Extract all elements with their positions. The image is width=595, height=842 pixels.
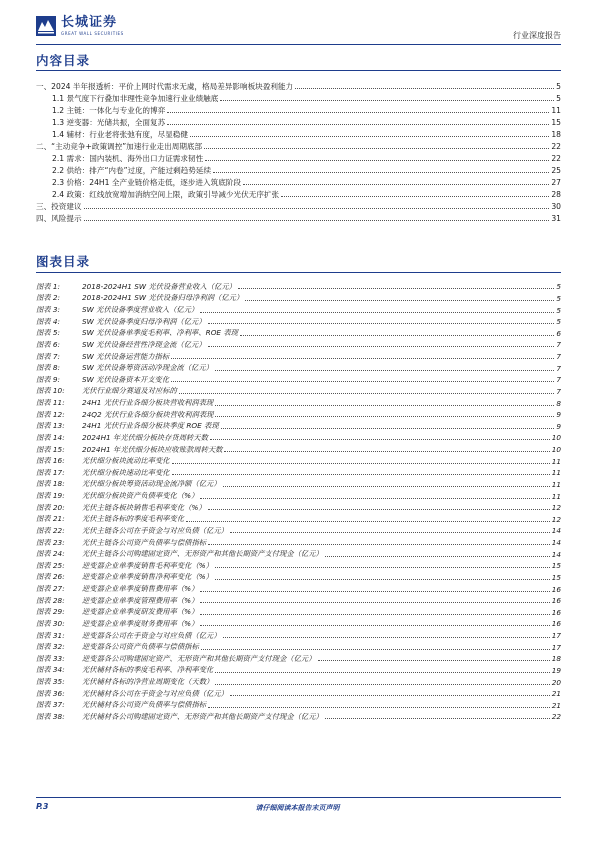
toc-entry[interactable] bbox=[36, 80, 561, 92]
figure-page: 16 bbox=[551, 596, 561, 606]
toc-entry-title: 1.3 逆变器：光储共振，全面复苏 bbox=[52, 117, 166, 127]
dot-leader bbox=[245, 300, 554, 301]
figure-title: 光伏辅材各标的净营业周期变化（天数） bbox=[82, 677, 214, 687]
figure-entry[interactable] bbox=[36, 479, 561, 491]
dot-leader bbox=[200, 591, 549, 592]
figure-number: 图表 14: bbox=[36, 432, 65, 442]
figure-page: 8 bbox=[556, 398, 561, 408]
dot-leader bbox=[238, 288, 554, 289]
dot-leader bbox=[213, 172, 549, 173]
figure-title: SW 光伏设备季度归母净利润（亿元） bbox=[82, 316, 206, 326]
figure-title: SW 光伏设备资本开支变化 bbox=[82, 374, 170, 384]
dot-leader bbox=[208, 346, 555, 347]
figure-number: 图表 20: bbox=[36, 502, 65, 512]
figure-page: 16 bbox=[551, 619, 561, 629]
figure-number: 图表 17: bbox=[36, 467, 65, 477]
figure-number: 图表 25: bbox=[36, 560, 65, 570]
figure-page: 16 bbox=[551, 607, 561, 617]
figure-title: 逆变器各公司在手资金与对应负债（亿元） bbox=[82, 630, 221, 640]
figure-page: 14 bbox=[551, 526, 561, 536]
toc-entry-title: 2.3 价格：24H1 全产业链价格走低，逐步进入筑底阶段 bbox=[52, 177, 241, 187]
figure-page: 9 bbox=[556, 410, 561, 420]
toc-entry[interactable] bbox=[36, 128, 561, 140]
figure-number: 图表 36: bbox=[36, 688, 65, 698]
figure-number: 图表 31: bbox=[36, 630, 65, 640]
figure-number: 图表 3: bbox=[36, 305, 61, 315]
figure-entry[interactable] bbox=[36, 653, 561, 665]
figure-title: 光伏辅材各公司资产负债率与偿债指标 bbox=[82, 700, 207, 710]
figure-page: 15 bbox=[551, 561, 561, 571]
toc-entry[interactable] bbox=[36, 140, 561, 152]
figure-title: 光伏辅材各标的季度毛利率、净利率变化 bbox=[82, 665, 214, 675]
toc-entry[interactable] bbox=[36, 212, 561, 224]
toc-entry-page: 25 bbox=[551, 165, 561, 175]
figure-page: 7 bbox=[556, 375, 561, 385]
toc-entry[interactable] bbox=[36, 92, 561, 104]
figure-entry[interactable] bbox=[36, 525, 561, 537]
dot-leader bbox=[281, 196, 549, 197]
dot-leader bbox=[318, 660, 550, 661]
toc-entry-title: 三、投资建议 bbox=[36, 201, 82, 211]
figure-entry[interactable] bbox=[36, 432, 561, 444]
dot-leader bbox=[215, 684, 549, 685]
figure-title: 逆变器企业单季度销售净利率变化（%） bbox=[82, 572, 213, 582]
figure-page: 10 bbox=[551, 433, 561, 443]
dot-leader bbox=[220, 100, 554, 101]
figure-title: 逆变器各公司资产负债率与偿债指标 bbox=[82, 642, 199, 652]
figure-page: 5 bbox=[556, 282, 561, 292]
dot-leader bbox=[325, 556, 550, 557]
dot-leader bbox=[224, 451, 549, 452]
figure-entry[interactable] bbox=[36, 595, 561, 607]
figure-page: 9 bbox=[556, 421, 561, 431]
toc-entry-title: 1.4 辅材：行业老将张弛有度，尽显稳健 bbox=[52, 129, 188, 139]
figure-entry[interactable] bbox=[36, 339, 561, 351]
figure-entry[interactable] bbox=[36, 711, 561, 723]
figure-page: 7 bbox=[556, 363, 561, 373]
figure-number: 图表 9: bbox=[36, 374, 61, 384]
figure-title: 光伏细分板块速动比率变化 bbox=[82, 467, 170, 477]
dot-leader bbox=[190, 136, 549, 137]
figure-entry[interactable] bbox=[36, 455, 561, 467]
figure-entry[interactable] bbox=[36, 362, 561, 374]
toc-entry-title: 2.1 需求：国内装机、海外出口力证需求韧性 bbox=[52, 153, 204, 163]
toc-entry[interactable] bbox=[36, 116, 561, 128]
figure-title: SW 光伏设备经营性净现金流（亿元） bbox=[82, 339, 206, 349]
figure-number: 图表 11: bbox=[36, 398, 65, 408]
figure-page: 5 bbox=[556, 317, 561, 327]
dot-leader bbox=[200, 602, 549, 603]
report-type-label: 行业深度报告 bbox=[513, 31, 561, 40]
figure-entry[interactable] bbox=[36, 444, 561, 456]
figure-page: 21 bbox=[551, 700, 561, 710]
figure-title: 逆变器企业单季度财务费用率（%） bbox=[82, 618, 199, 628]
figure-number: 图表 30: bbox=[36, 618, 65, 628]
figures-section-divider bbox=[36, 272, 561, 273]
figure-number: 图表 10: bbox=[36, 386, 65, 396]
dot-leader bbox=[215, 416, 554, 417]
figure-title: 24Q2 光伏行业各细分板块营收利润表现 bbox=[82, 409, 214, 419]
figure-entry[interactable] bbox=[36, 572, 561, 584]
figure-page: 21 bbox=[551, 689, 561, 699]
figures-section-title: 图表目录 bbox=[36, 254, 91, 269]
figure-title: 光伏辅材各公司购建固定资产、无形资产和其他长期资产支付现金（亿元） bbox=[82, 711, 323, 721]
figure-number: 图表 38: bbox=[36, 711, 65, 721]
toc-entry-page: 27 bbox=[551, 177, 561, 187]
dot-leader bbox=[179, 393, 554, 394]
figure-number: 图表 32: bbox=[36, 642, 65, 652]
figure-title: 光伏辅材各公司在手资金与对应负债（亿元） bbox=[82, 688, 228, 698]
dot-leader bbox=[215, 567, 550, 568]
figure-title: 2024H1 年光伏细分板块应收账款周转天数 bbox=[82, 444, 223, 454]
dot-leader bbox=[208, 509, 550, 510]
dot-leader bbox=[210, 439, 550, 440]
figure-title: 光伏主链各公司资产负债率与偿债指标 bbox=[82, 537, 207, 547]
dot-leader bbox=[208, 707, 550, 708]
figure-title: 2018-2024H1 SW 光伏设备归母净利润（亿元） bbox=[82, 293, 244, 303]
dot-leader bbox=[200, 625, 549, 626]
figure-title: SW 光伏设备单季度毛利率、净利率、ROE 表现 bbox=[82, 328, 238, 338]
toc-section-divider bbox=[36, 70, 561, 71]
figure-page: 12 bbox=[551, 503, 561, 513]
figure-title: 2018-2024H1 SW 光伏设备营业收入（亿元） bbox=[82, 281, 236, 291]
figure-number: 图表 2: bbox=[36, 293, 61, 303]
toc-entry-page: 11 bbox=[551, 105, 561, 115]
toc-entry-page: 28 bbox=[551, 189, 561, 199]
figure-entry[interactable] bbox=[36, 467, 561, 479]
dot-leader bbox=[204, 148, 549, 149]
figure-entry[interactable] bbox=[36, 351, 561, 363]
figure-number: 图表 6: bbox=[36, 339, 61, 349]
disclaimer-note: 请仔细阅读本报告末页声明 bbox=[255, 804, 340, 812]
figure-title: 光伏主链各板块销售毛利率变化（%） bbox=[82, 502, 206, 512]
figure-page: 17 bbox=[551, 642, 561, 652]
dot-leader bbox=[223, 486, 550, 487]
toc-entry[interactable] bbox=[36, 200, 561, 212]
figure-title: 光伏主链各公司在手资金与对应负债（亿元） bbox=[82, 525, 228, 535]
figure-entry[interactable] bbox=[36, 688, 561, 700]
figure-title: SW 光伏设备季度营业收入（亿元） bbox=[82, 305, 199, 315]
figure-title: 24H1 光伏行业各细分板块季度 ROE 表现 bbox=[82, 421, 219, 431]
dot-leader bbox=[167, 112, 549, 113]
figure-page: 15 bbox=[551, 572, 561, 582]
dot-leader bbox=[243, 184, 549, 185]
figure-number: 图表 35: bbox=[36, 677, 65, 687]
figure-number: 图表 19: bbox=[36, 491, 65, 501]
header-divider bbox=[36, 44, 561, 45]
toc-entry-title: 2.2 供给：排产“内卷”过度，产能过剩趋势延续 bbox=[52, 165, 212, 175]
toc-entry-page: 5 bbox=[556, 81, 561, 91]
figure-number: 图表 8: bbox=[36, 363, 61, 373]
logo-english-name: GREAT WALL SECURITIES bbox=[61, 31, 124, 36]
dot-leader bbox=[230, 695, 550, 696]
figure-entry[interactable] bbox=[36, 328, 561, 340]
dot-leader bbox=[325, 718, 550, 719]
figure-entry[interactable] bbox=[36, 316, 561, 328]
figure-entry[interactable] bbox=[36, 560, 561, 572]
figure-page: 20 bbox=[551, 677, 561, 687]
figure-entry[interactable] bbox=[36, 374, 561, 386]
figure-entry[interactable] bbox=[36, 537, 561, 549]
figure-entry[interactable] bbox=[36, 700, 561, 712]
figure-page: 14 bbox=[551, 549, 561, 559]
figure-number: 图表 1: bbox=[36, 281, 61, 291]
toc-entry-title: 二、“主动竞争+政策调控”加速行业走出周期底部 bbox=[36, 141, 203, 151]
figure-entry[interactable] bbox=[36, 676, 561, 688]
figure-title: 逆变器企业单季度销售毛利率变化（%） bbox=[82, 560, 213, 570]
dot-leader bbox=[200, 312, 554, 313]
figure-number: 图表 5: bbox=[36, 328, 61, 338]
figure-page: 11 bbox=[551, 491, 561, 501]
dot-leader bbox=[172, 463, 550, 464]
figure-entry[interactable] bbox=[36, 641, 561, 653]
figure-page: 11 bbox=[551, 468, 561, 478]
toc-entry-title: 一、2024 半年报透析：平价上网时代需求无虞，格局差异影响板块盈利能力 bbox=[36, 81, 294, 91]
figure-number: 图表 33: bbox=[36, 653, 65, 663]
figure-entry[interactable] bbox=[36, 665, 561, 677]
toc-entry-page: 30 bbox=[551, 201, 561, 211]
figure-number: 图表 4: bbox=[36, 316, 61, 326]
figure-entry[interactable] bbox=[36, 630, 561, 642]
figure-entry[interactable] bbox=[36, 397, 561, 409]
figure-entry[interactable] bbox=[36, 293, 561, 305]
figure-page: 7 bbox=[556, 340, 561, 350]
figure-entry[interactable] bbox=[36, 281, 561, 293]
figure-number: 图表 28: bbox=[36, 595, 65, 605]
dot-leader bbox=[200, 614, 549, 615]
great-wall-logo-icon bbox=[36, 16, 56, 36]
dot-leader bbox=[171, 381, 554, 382]
figure-entry[interactable] bbox=[36, 409, 561, 421]
figure-title: 2024H1 年光伏细分板块存货周转天数 bbox=[82, 432, 208, 442]
figure-page: 12 bbox=[551, 514, 561, 524]
toc-entry-page: 31 bbox=[551, 213, 561, 223]
figure-title: 光伏行业细分赛道及对应标的 bbox=[82, 386, 177, 396]
figure-title: 光伏主链各标的季度毛利率变化 bbox=[82, 514, 185, 524]
dot-leader bbox=[208, 544, 550, 545]
dot-leader bbox=[221, 428, 555, 429]
figure-number: 图表 12: bbox=[36, 409, 65, 419]
figure-page: 11 bbox=[551, 479, 561, 489]
figure-title: 逆变器企业单季度销售费用率（%） bbox=[82, 584, 199, 594]
figure-title: SW 光伏设备运营能力指标 bbox=[82, 351, 170, 361]
dot-leader bbox=[84, 220, 550, 221]
figure-number: 图表 16: bbox=[36, 456, 65, 466]
figure-page: 5 bbox=[556, 305, 561, 315]
toc-entry[interactable] bbox=[36, 152, 561, 164]
dot-leader bbox=[223, 637, 550, 638]
figure-page: 14 bbox=[551, 538, 561, 548]
toc-entry-page: 15 bbox=[551, 117, 561, 127]
toc-entry[interactable] bbox=[36, 188, 561, 200]
table-of-contents bbox=[36, 80, 561, 224]
toc-entry-page: 5 bbox=[556, 93, 561, 103]
figure-entry[interactable] bbox=[36, 502, 561, 514]
dot-leader bbox=[230, 532, 550, 533]
figure-title: SW 光伏设备筹资活动净现金流（亿元） bbox=[82, 363, 213, 373]
dot-leader bbox=[201, 649, 550, 650]
toc-entry-page: 18 bbox=[551, 129, 561, 139]
figure-page: 7 bbox=[556, 386, 561, 396]
figure-number: 图表 29: bbox=[36, 607, 65, 617]
toc-section-title: 内容目录 bbox=[36, 53, 91, 68]
figure-page: 6 bbox=[556, 328, 561, 338]
figure-title: 光伏细分板块资产负债率变化（%） bbox=[82, 491, 199, 501]
toc-entry-title: 1.1 景气度下行叠加非理性竞争加速行业业绩触底 bbox=[52, 93, 219, 103]
figure-entry[interactable] bbox=[36, 386, 561, 398]
figure-number: 图表 22: bbox=[36, 525, 65, 535]
figure-number: 图表 15: bbox=[36, 444, 65, 454]
figure-number: 图表 37: bbox=[36, 700, 65, 710]
figure-title: 逆变器企业单季度管理费用率（%） bbox=[82, 595, 199, 605]
figure-title: 光伏主链各公司购建固定资产、无形资产和其他长期资产支付现金（亿元） bbox=[82, 549, 323, 559]
figure-entry[interactable] bbox=[36, 618, 561, 630]
toc-entry[interactable] bbox=[36, 176, 561, 188]
figure-page: 7 bbox=[556, 352, 561, 362]
figure-page: 5 bbox=[556, 293, 561, 303]
dot-leader bbox=[205, 160, 549, 161]
figure-entry[interactable] bbox=[36, 607, 561, 619]
figure-number: 图表 7: bbox=[36, 351, 61, 361]
dot-leader bbox=[200, 498, 549, 499]
page-number: P.3 bbox=[36, 802, 49, 811]
dot-leader bbox=[215, 405, 554, 406]
dot-leader bbox=[215, 370, 554, 371]
list-of-figures bbox=[36, 281, 561, 723]
figure-number: 图表 24: bbox=[36, 549, 65, 559]
dot-leader bbox=[172, 474, 550, 475]
dot-leader bbox=[167, 124, 549, 125]
figure-page: 18 bbox=[551, 654, 561, 664]
figure-number: 图表 21: bbox=[36, 514, 65, 524]
figure-number: 图表 27: bbox=[36, 584, 65, 594]
figure-title: 24H1 光伏行业各细分板块营收利润表现 bbox=[82, 398, 214, 408]
figure-title: 光伏细分板块流动比率变化 bbox=[82, 456, 170, 466]
company-logo bbox=[36, 16, 124, 36]
dot-leader bbox=[186, 521, 550, 522]
figure-page: 22 bbox=[551, 712, 561, 722]
dot-leader bbox=[208, 323, 555, 324]
dot-leader bbox=[240, 335, 554, 336]
figure-number: 图表 23: bbox=[36, 537, 65, 547]
dot-leader bbox=[171, 358, 554, 359]
toc-entry-page: 22 bbox=[551, 141, 561, 151]
figure-page: 17 bbox=[551, 631, 561, 641]
figure-entry[interactable] bbox=[36, 514, 561, 526]
dot-leader bbox=[295, 88, 554, 89]
toc-entry-title: 1.2 主链：一体化与专业化的博弈 bbox=[52, 105, 166, 115]
figure-page: 19 bbox=[551, 665, 561, 675]
logo-chinese-name: 长城证券 bbox=[61, 15, 118, 30]
figure-title: 逆变器各公司购建固定资产、无形资产和其他长期资产支付现金（亿元） bbox=[82, 653, 316, 663]
figure-entry[interactable] bbox=[36, 490, 561, 502]
figure-number: 图表 18: bbox=[36, 479, 65, 489]
figure-entry[interactable] bbox=[36, 583, 561, 595]
figure-entry[interactable] bbox=[36, 304, 561, 316]
page-header bbox=[36, 0, 561, 46]
figure-page: 10 bbox=[551, 445, 561, 455]
toc-entry-page: 22 bbox=[551, 153, 561, 163]
figure-page: 11 bbox=[551, 456, 561, 466]
figure-number: 图表 13: bbox=[36, 421, 65, 431]
figure-title: 光伏细分板块筹资活动现金流净额（亿元） bbox=[82, 479, 221, 489]
figure-number: 图表 26: bbox=[36, 572, 65, 582]
figure-number: 图表 34: bbox=[36, 665, 65, 675]
toc-entry-title: 2.4 政策：红线放宽增加消纳空间上限，政策引导减少光伏无序扩张 bbox=[52, 189, 280, 199]
toc-entry-title: 四、风险提示 bbox=[36, 213, 82, 223]
dot-leader bbox=[215, 672, 549, 673]
dot-leader bbox=[84, 208, 550, 209]
toc-entry[interactable] bbox=[36, 164, 561, 176]
figure-entry[interactable] bbox=[36, 548, 561, 560]
figure-title: 逆变器企业单季度研发费用率（%） bbox=[82, 607, 199, 617]
toc-entry[interactable] bbox=[36, 104, 561, 116]
figure-entry[interactable] bbox=[36, 421, 561, 433]
footer-divider bbox=[36, 797, 561, 798]
dot-leader bbox=[215, 579, 550, 580]
figure-page: 16 bbox=[551, 584, 561, 594]
